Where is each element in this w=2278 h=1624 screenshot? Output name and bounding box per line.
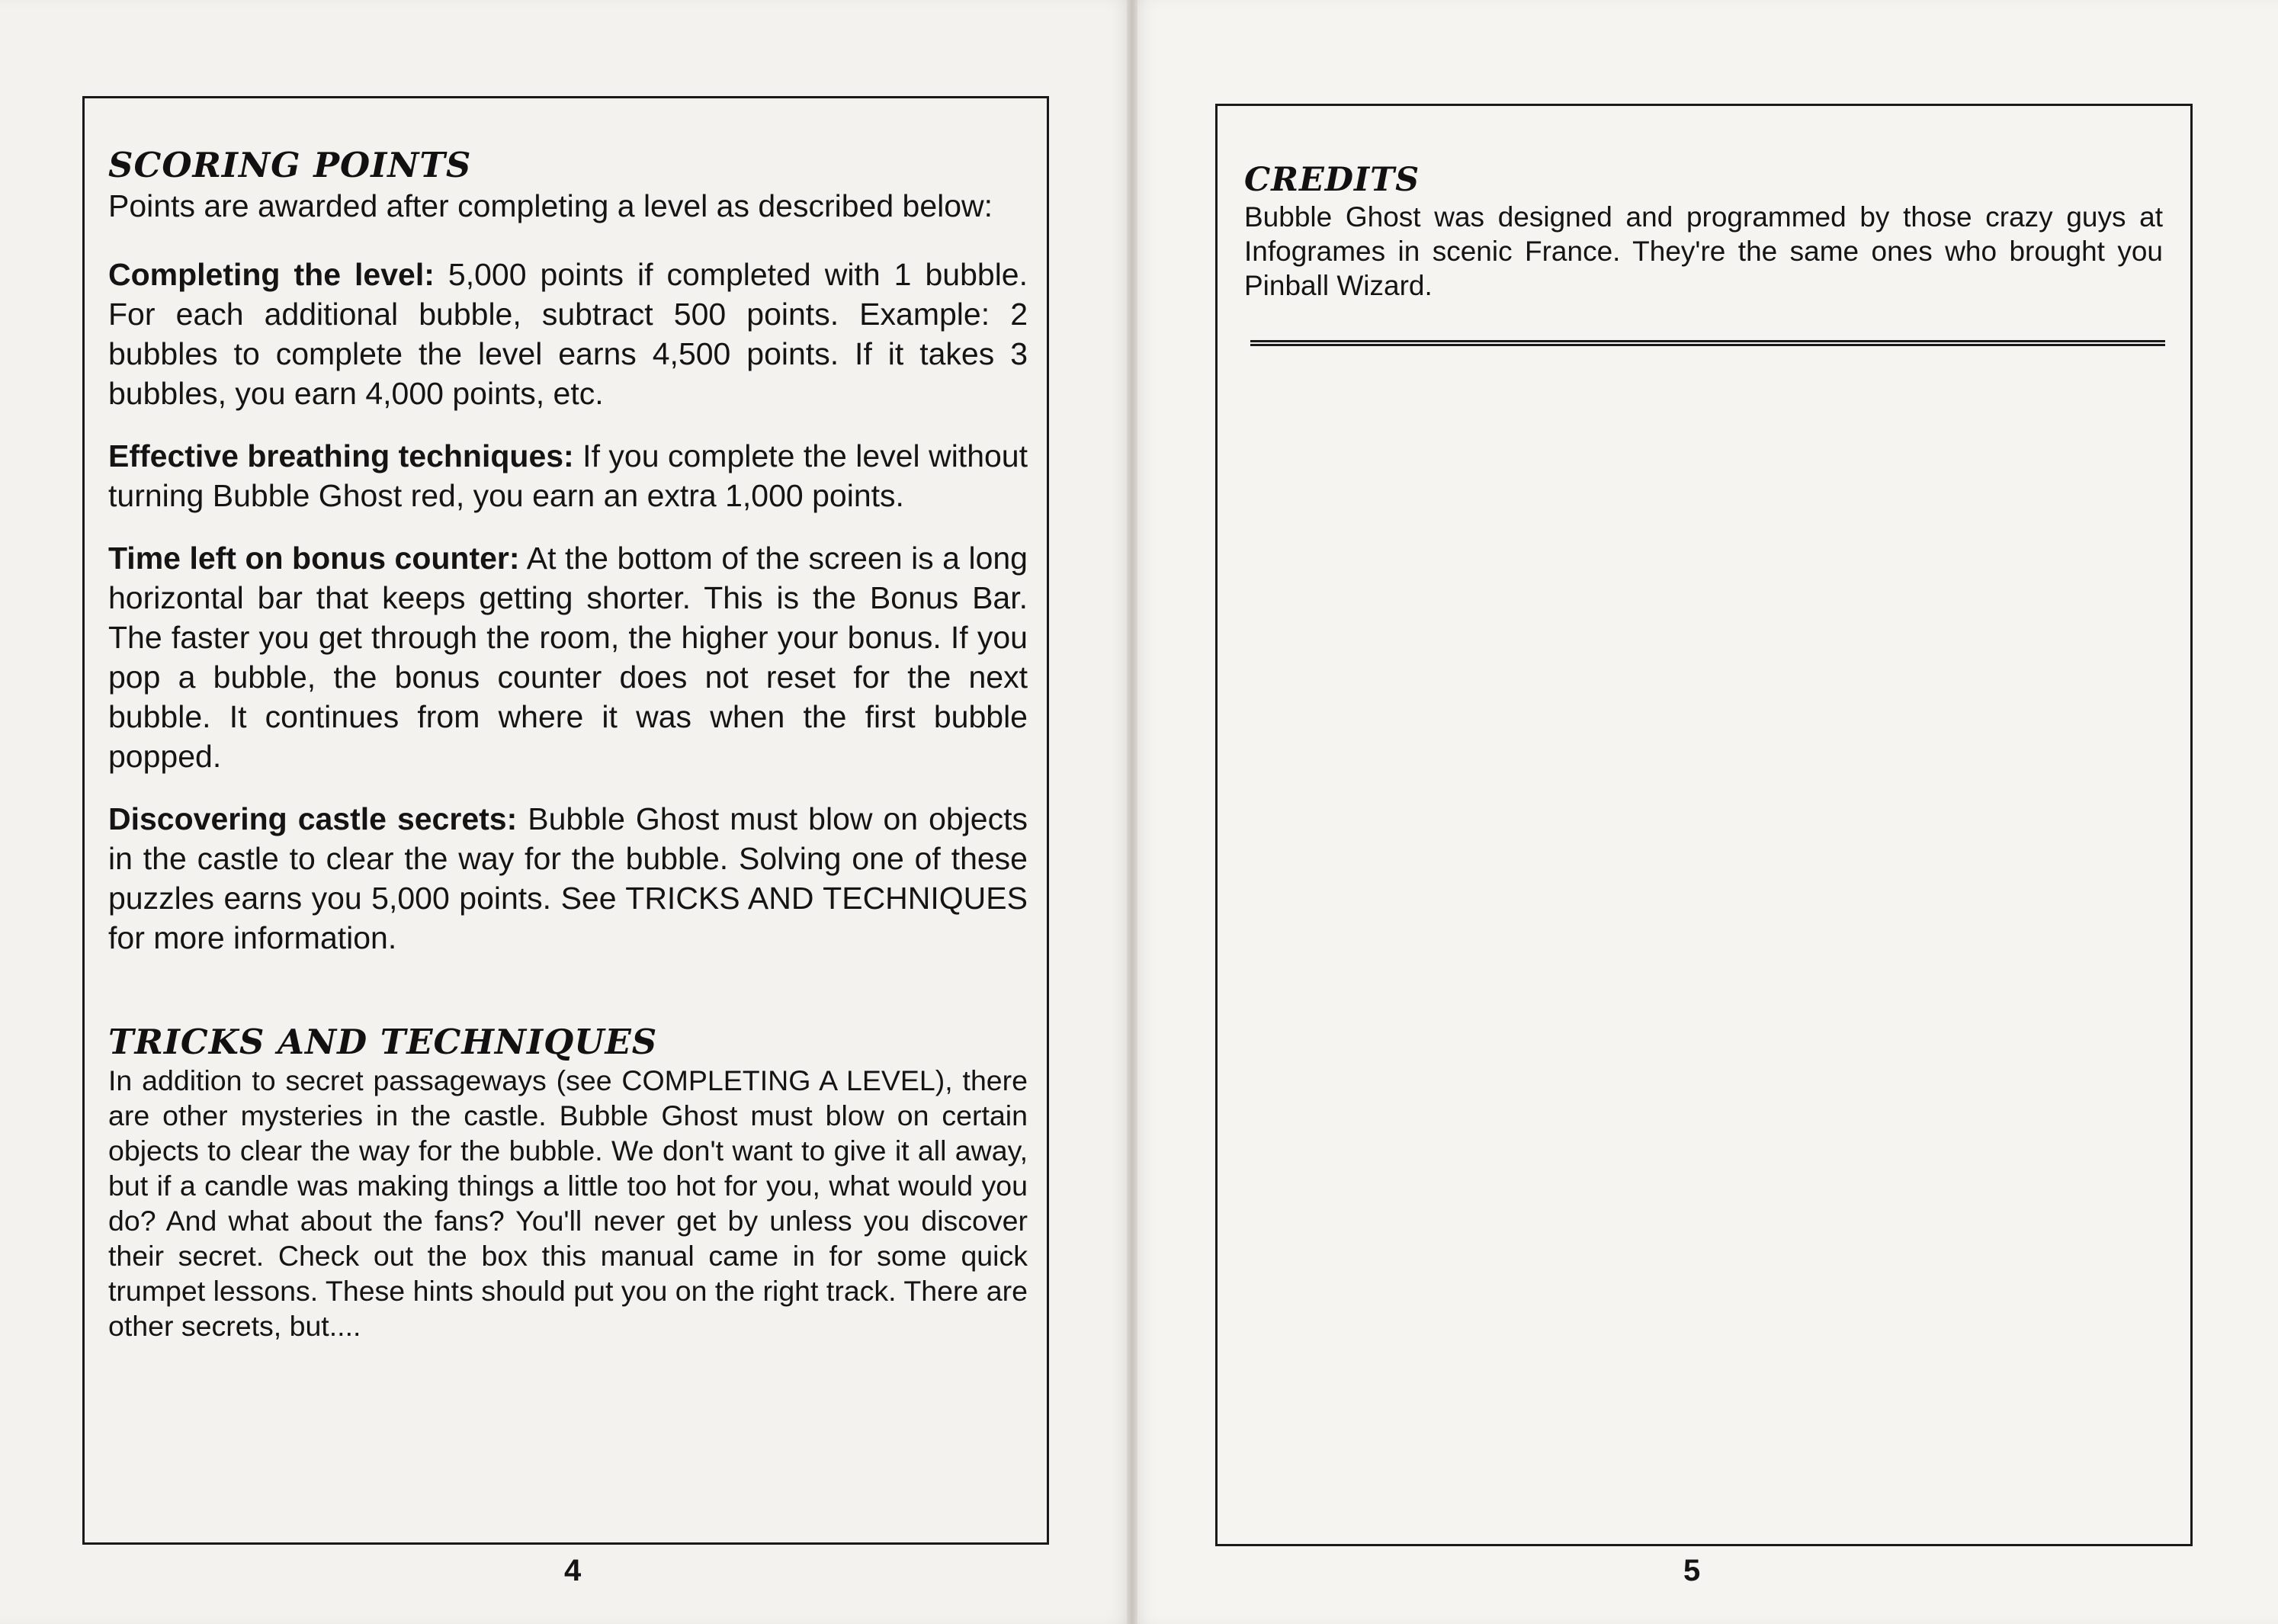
credits-heading: CREDITS <box>1244 161 1420 199</box>
page-number-right: 5 <box>1683 1554 1701 1587</box>
scoring-item-lead: Time left on bonus counter: <box>108 541 520 576</box>
scoring-item-text: At the bottom of the screen is a long horizontal bar that keeps getting shorter. This is the Bonus Bar. The faster you get through the room, the higher your bonus. If you pop a bubble, the bonus counter does not reset for the next bubble. It continues from where it was when the first bubble popped. <box>108 541 1028 774</box>
scoring-points-heading: SCORING POINTS <box>108 145 472 185</box>
credits-text: Bubble Ghost was designed and programmed by those crazy guys at Infogrames in scenic France. They're the same ones who brought you Pinball Wizard. <box>1244 201 2163 301</box>
right-page-content <box>1244 160 2163 303</box>
scoring-item-lead: Discovering castle secrets: <box>108 801 518 836</box>
credits-double-rule <box>1250 340 2165 346</box>
scoring-item-completing-level <box>108 255 1028 413</box>
scoring-item-bonus-counter <box>108 538 1028 776</box>
scoring-item-text: Bubble Ghost must blow on objects in the castle to clear the way for the bubble. Solving one of these puzzles earns you 5,000 points. See TRICKS AND TECHNIQUES for more information. <box>108 801 1028 955</box>
right-page-frame <box>1215 104 2193 1546</box>
scoring-item-lead: Completing the level: <box>108 257 435 292</box>
tricks-techniques-text: In addition to secret passageways (see COMPLETING A LEVEL), there are other mysteries in the castle. Bubble Ghost must blow on certain objects to clear the way for the bubble. We don't want to give it all away, but if a candle was making things a little too hot for you, what would you do? And what about the fans? You'll never get by unless you discover their secret. Check out the box this manual came in for some quick trumpet lessons. These hints should put you on the right track. There are other secrets, but.... <box>108 1064 1028 1342</box>
scoring-item-breathing <box>108 436 1028 515</box>
scoring-item-castle-secrets <box>108 799 1028 958</box>
scoring-intro: Points are awarded after completing a level as described below: <box>108 188 993 223</box>
left-page-content <box>108 145 1028 1343</box>
tricks-techniques-heading: TRICKS AND TECHNIQUES <box>108 1022 658 1062</box>
scoring-item-text: 5,000 points if completed with 1 bubble. For each additional bubble, subtract 500 points. Example: 2 bubbles to complete the level earns 4,500 points. If it takes 3 bubbles, you earn 4,000 points, etc. <box>108 257 1028 411</box>
page-number-left: 4 <box>564 1554 582 1587</box>
scoring-item-lead: Effective breathing techniques: <box>108 438 574 473</box>
book-spine <box>1127 0 1137 1624</box>
scoring-item-text: If you complete the level without turning Bubble Ghost red, you earn an extra 1,000 points. <box>108 438 1028 513</box>
